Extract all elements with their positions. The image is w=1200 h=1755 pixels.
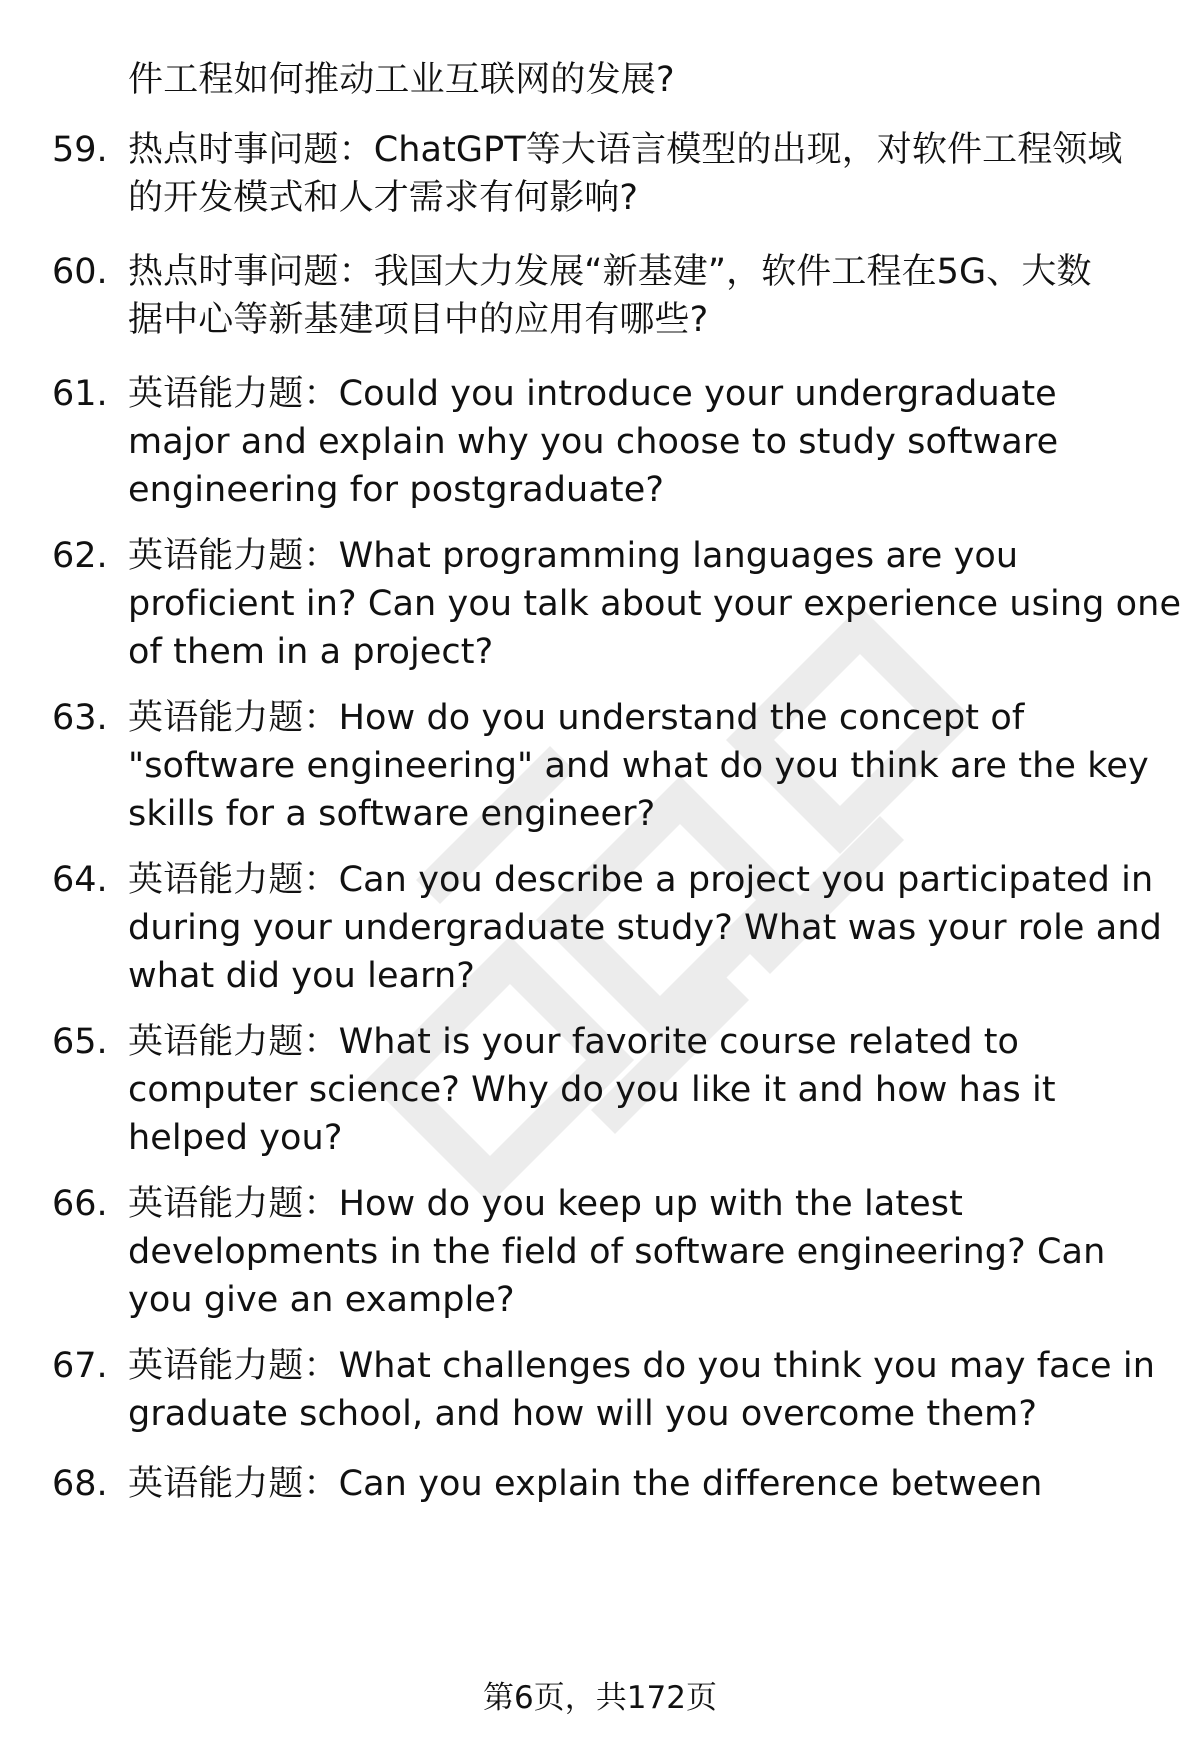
question-67: [52, 1342, 1156, 1438]
question-text: [128, 694, 1148, 838]
question-line: during your undergraduate study? What was your role and: [128, 908, 1162, 948]
question-text: [128, 1018, 1148, 1162]
question-number: 62.: [52, 536, 108, 576]
question-number: 60.: [52, 252, 108, 292]
question-line: 热点时事问题：我国大力发展“新基建”，软件工程在5G、大数: [128, 252, 1092, 292]
question-number: 68.: [52, 1464, 108, 1504]
question-number: 63.: [52, 698, 108, 738]
question-line: helped you?: [128, 1118, 343, 1158]
question-text: [128, 370, 1148, 514]
question-line: computer science? Why do you like it and how has it: [128, 1070, 1056, 1110]
continued-question-text: 件工程如何推动工业互联网的发展?: [128, 60, 675, 100]
question-line: 英语能力题：How do you keep up with the latest: [128, 1184, 963, 1224]
question-66: [52, 1180, 1152, 1324]
question-text: [128, 532, 1182, 676]
question-line: skills for a software engineer?: [128, 794, 656, 834]
question-line: you give an example?: [128, 1280, 515, 1320]
question-text: [128, 248, 1148, 344]
question-65: [52, 1018, 1152, 1162]
question-number: 64.: [52, 860, 108, 900]
question-63: [52, 694, 1152, 838]
question-number: 65.: [52, 1022, 108, 1062]
question-line: major and explain why you choose to study software: [128, 422, 1059, 462]
question-line: "software engineering" and what do you think are the key: [128, 746, 1149, 786]
question-line: 英语能力题：How do you understand the concept of: [128, 698, 1025, 738]
question-line: what did you learn?: [128, 956, 475, 996]
question-line: 热点时事问题：ChatGPT等大语言模型的出现，对软件工程领域: [128, 130, 1123, 170]
question-60: [52, 248, 1152, 344]
question-line: developments in the field of software engineering? Can: [128, 1232, 1106, 1272]
question-text: [128, 856, 1162, 1000]
question-line: 英语能力题：Can you explain the difference between: [128, 1464, 1043, 1504]
question-line: proficient in? Can you talk about your experience using one: [128, 584, 1182, 624]
question-64: [52, 856, 1162, 1000]
question-line: 的开发模式和人才需求有何影响?: [128, 178, 639, 218]
question-68: [52, 1460, 1152, 1508]
question-line: graduate school, and how will you overcome them?: [128, 1394, 1038, 1434]
question-number: 67.: [52, 1346, 108, 1386]
question-line: engineering for postgraduate?: [128, 470, 665, 510]
question-text: [128, 126, 1148, 222]
question-line: of them in a project?: [128, 632, 494, 672]
question-62: [52, 532, 1182, 676]
question-59: [52, 126, 1152, 222]
question-text: [128, 1460, 1148, 1508]
question-line: 英语能力题：What programming languages are you: [128, 536, 1019, 576]
question-text: [128, 1342, 1156, 1438]
question-line: 英语能力题：Could you introduce your undergraduate: [128, 374, 1057, 414]
question-line: 英语能力题：Can you describe a project you participated in: [128, 860, 1154, 900]
question-line: 英语能力题：What is your favorite course related to: [128, 1022, 1020, 1062]
question-line: 英语能力题：What challenges do you think you may face in: [128, 1346, 1156, 1386]
question-number: 61.: [52, 374, 108, 414]
question-number: 59.: [52, 130, 108, 170]
question-line: 据中心等新基建项目中的应用有哪些?: [128, 300, 709, 340]
question-number: 66.: [52, 1184, 108, 1224]
page-footer: 第6页，共172页: [483, 1680, 717, 1716]
question-text: [128, 1180, 1148, 1324]
question-61: [52, 370, 1152, 514]
